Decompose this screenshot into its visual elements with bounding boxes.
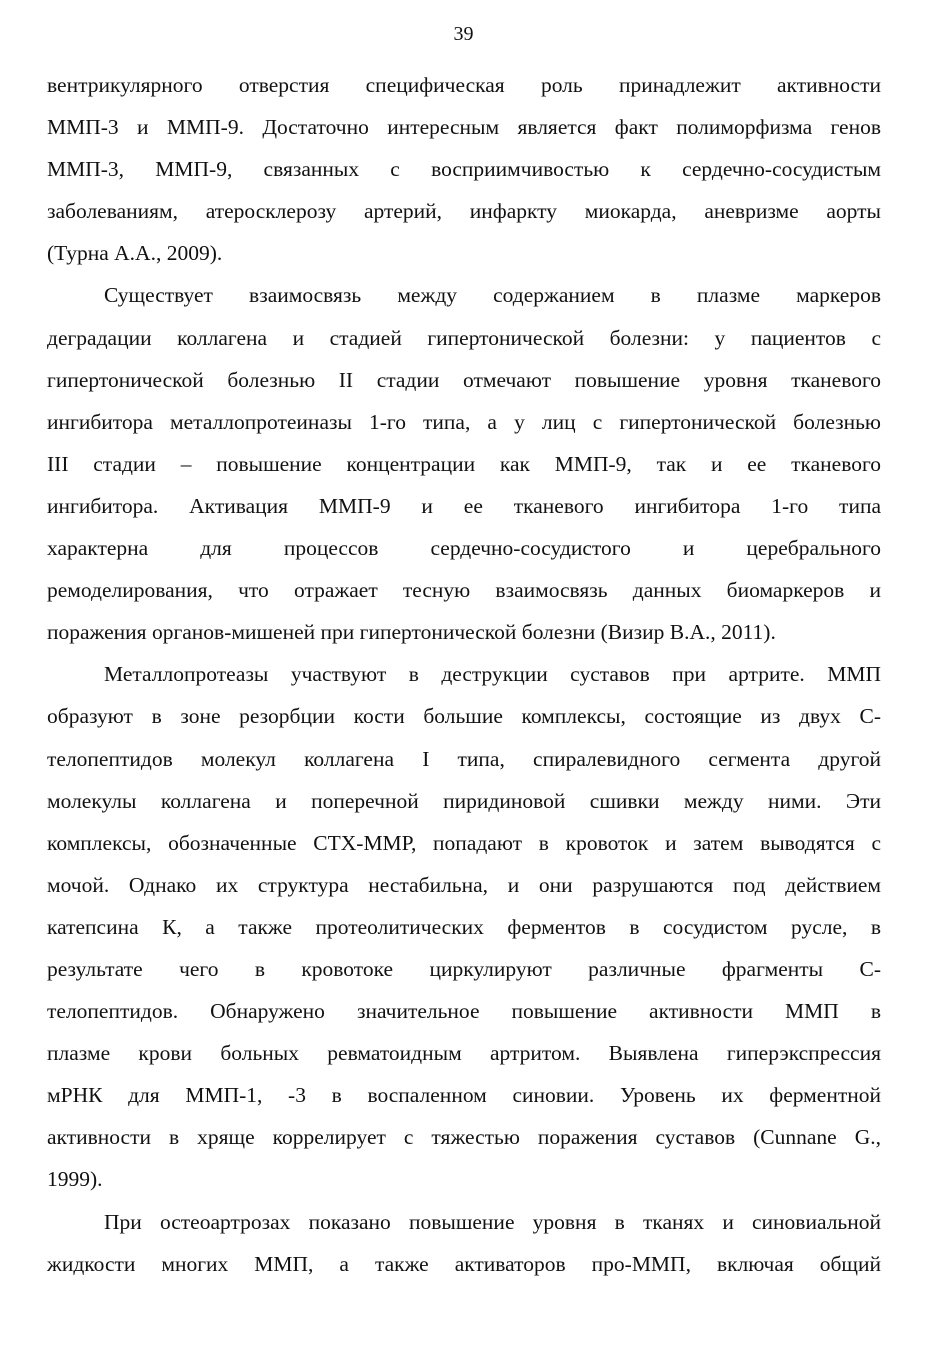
text-line: молекулы коллагена и поперечной пиридиновой сшивки между ними. Эти bbox=[47, 788, 881, 813]
text-line: катепсина К, а также протеолитических ферментов в сосудистом русле, в bbox=[47, 914, 881, 939]
text-line: III стадии – повышение концентрации как ММП-9, так и ее тканевого bbox=[47, 451, 881, 476]
text-line: ингибитора. Активация ММП-9 и ее тканевого ингибитора 1-го типа bbox=[47, 493, 881, 518]
text-line: гипертонической болезнью II стадии отмечают повышение уровня тканевого bbox=[47, 367, 881, 392]
text-line: характерна для процессов сердечно-сосудистого и церебрального bbox=[47, 536, 881, 561]
text-line: 1999). bbox=[47, 1167, 103, 1192]
document-body bbox=[47, 64, 881, 1285]
text-line: результате чего в кровотоке циркулируют различные фрагменты С- bbox=[47, 956, 881, 981]
text-line: телопептидов. Обнаружено значительное повышение активности ММП в bbox=[47, 999, 881, 1024]
text-line: жидкости многих ММП, а также активаторов про-ММП, включая общий bbox=[47, 1251, 881, 1276]
paragraph bbox=[47, 274, 881, 653]
text-line: деградации коллагена и стадией гипертонической болезни: у пациентов с bbox=[47, 325, 881, 350]
paragraph bbox=[47, 1201, 881, 1285]
text-line: мРНК для ММП-1, -3 в воспаленном синовии. Уровень их ферментной bbox=[47, 1083, 881, 1108]
paragraph bbox=[47, 653, 881, 1200]
text-line: комплексы, обозначенные СТХ-ММР, попадают в кровоток и затем выводятся с bbox=[47, 830, 881, 855]
text-line: Существует взаимосвязь между содержанием в плазме маркеров bbox=[104, 283, 881, 308]
text-line: (Турна А.А., 2009). bbox=[47, 241, 223, 266]
text-line: При остеоартрозах показано повышение уровня в тканях и синовиальной bbox=[104, 1209, 881, 1234]
paragraph bbox=[47, 64, 881, 274]
text-line: ММП-3, ММП-9, связанных с восприимчивостью к сердечно-сосудистым bbox=[47, 157, 881, 182]
text-line: ММП-3 и ММП-9. Достаточно интересным является факт полиморфизма генов bbox=[47, 115, 881, 140]
text-line: телопептидов молекул коллагена I типа, спиралевидного сегмента другой bbox=[47, 746, 881, 771]
text-line: плазме крови больных ревматоидным артритом. Выявлена гиперэкспрессия bbox=[47, 1041, 881, 1066]
text-line: поражения органов-мишеней при гипертонической болезни (Визир В.А., 2011). bbox=[47, 620, 776, 645]
page-number: 39 bbox=[453, 23, 474, 45]
text-line: вентрикулярного отверстия специфическая роль принадлежит активности bbox=[47, 73, 881, 97]
text-line: ингибитора металлопротеиназы 1-го типа, а у лиц с гипертонической болезнью bbox=[47, 409, 881, 434]
text-line: активности в хряще коррелирует с тяжестью поражения суставов (Cunnane G., bbox=[47, 1125, 881, 1150]
text-line: заболеваниям, атеросклерозу артерий, инфаркту миокарда, аневризме аорты bbox=[47, 199, 881, 224]
text-line: ремоделирования, что отражает тесную взаимосвязь данных биомаркеров и bbox=[47, 578, 881, 603]
text-line: образуют в зоне резорбции кости большие комплексы, состоящие из двух С- bbox=[47, 704, 881, 729]
text-line: мочой. Однако их структура нестабильна, и они разрушаются под действием bbox=[47, 872, 881, 897]
text-line: Металлопротеазы участвуют в деструкции суставов при артрите. ММП bbox=[104, 662, 881, 687]
